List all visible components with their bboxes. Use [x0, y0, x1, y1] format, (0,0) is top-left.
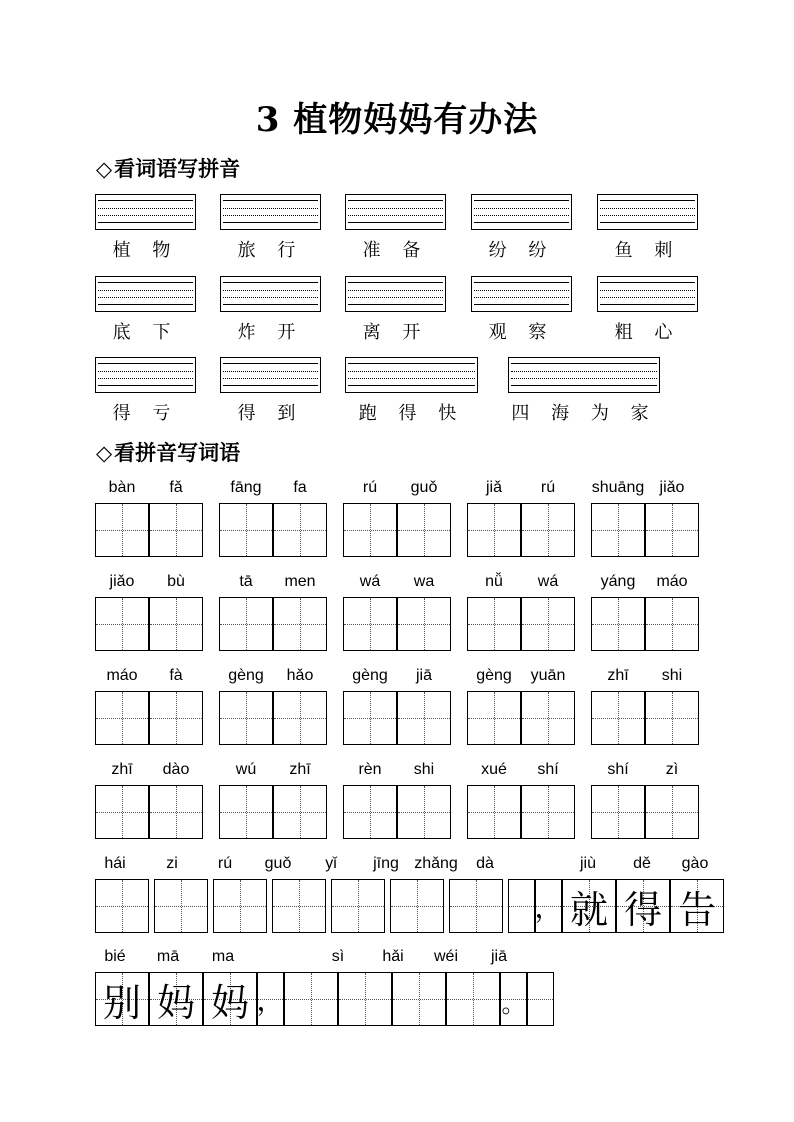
character-writing-cell[interactable]: [338, 972, 392, 1026]
pinyin-syllable: tā: [239, 573, 253, 590]
character-writing-cell[interactable]: [154, 879, 208, 933]
character-writing-cell[interactable]: [343, 503, 397, 557]
pinyin-syllable: yǐ: [325, 855, 337, 872]
character-writing-cell[interactable]: [219, 785, 273, 839]
character-writing-cell[interactable]: [219, 597, 273, 651]
character-writing-cell[interactable]: [272, 879, 326, 933]
pinyin-syllable: fà: [169, 667, 183, 684]
given-character: 妈: [210, 980, 249, 1025]
vocabulary-word: 跑 得 快: [358, 403, 465, 424]
character-writing-cell[interactable]: [670, 879, 724, 933]
pinyin-syllable: rú: [362, 479, 378, 496]
character-writing-cell[interactable]: [467, 785, 521, 839]
character-writing-cell[interactable]: [273, 785, 327, 839]
character-writing-cell[interactable]: [392, 972, 446, 1026]
section-heading-write-words: [96, 437, 240, 467]
character-writing-cell[interactable]: [467, 597, 521, 651]
character-writing-cell[interactable]: [397, 691, 451, 745]
pinyin-syllable: guǒ: [410, 479, 438, 496]
section-label: 看词语写拼音: [114, 156, 241, 181]
vocabulary-word: 炸 开: [237, 322, 304, 343]
character-writing-cell[interactable]: [219, 691, 273, 745]
character-writing-cell[interactable]: [273, 597, 327, 651]
pinyin-syllable: wú: [235, 761, 257, 778]
vocabulary-word: 植 物: [112, 240, 179, 261]
section-label: 看拼音写词语: [114, 440, 241, 465]
character-writing-cell[interactable]: [645, 785, 699, 839]
punctuation-cell[interactable]: [535, 879, 562, 933]
page-title: 3 植物妈妈有办法: [255, 100, 539, 140]
character-writing-cell[interactable]: [591, 503, 645, 557]
pinyin-writing-box[interactable]: [95, 194, 196, 230]
character-writing-cell[interactable]: [591, 691, 645, 745]
pinyin-syllable: jiā: [415, 667, 432, 684]
punctuation-cell[interactable]: [257, 972, 284, 1026]
pinyin-syllable: zhī: [289, 761, 311, 778]
pinyin-syllable: gèng: [228, 667, 264, 684]
pinyin-syllable: gào: [681, 855, 709, 872]
vocabulary-word: 纷 纷: [488, 240, 555, 261]
character-writing-cell[interactable]: [397, 503, 451, 557]
character-writing-cell[interactable]: [149, 691, 203, 745]
character-writing-cell[interactable]: [331, 879, 385, 933]
pinyin-syllable: jiù: [579, 855, 596, 872]
character-writing-cell[interactable]: [149, 972, 203, 1026]
pinyin-syllable: jiǎo: [659, 479, 685, 496]
character-writing-cell[interactable]: [467, 503, 521, 557]
pinyin-syllable: hǎo: [286, 667, 314, 684]
pinyin-syllable: men: [284, 573, 316, 590]
character-writing-cell[interactable]: [645, 691, 699, 745]
vocabulary-word: 粗 心: [614, 322, 681, 343]
vocabulary-word: 底 下: [112, 322, 179, 343]
pinyin-syllable: wá: [537, 573, 559, 590]
character-writing-cell[interactable]: [562, 879, 616, 933]
diamond-icon: ◇: [96, 157, 113, 181]
pinyin-writing-box[interactable]: [95, 276, 196, 312]
pinyin-writing-box[interactable]: [508, 357, 660, 393]
pinyin-syllable: yáng: [600, 573, 636, 590]
pinyin-syllable: zhī: [607, 667, 629, 684]
given-character: 得: [623, 887, 662, 932]
character-writing-cell[interactable]: [95, 597, 149, 651]
pinyin-writing-box[interactable]: [471, 194, 572, 230]
pinyin-syllable: ma: [211, 948, 235, 965]
pinyin-syllable: yuān: [530, 667, 566, 684]
vocabulary-word: 得 到: [237, 403, 304, 424]
given-character: 告: [677, 887, 716, 932]
character-writing-cell[interactable]: [591, 785, 645, 839]
character-writing-cell[interactable]: [645, 597, 699, 651]
pinyin-writing-box[interactable]: [345, 357, 478, 393]
pinyin-syllable: zhǎng: [414, 855, 458, 872]
pinyin-syllable: dào: [162, 761, 190, 778]
pinyin-syllable: bàn: [108, 479, 136, 496]
vocabulary-word: 观 察: [488, 322, 555, 343]
character-writing-cell[interactable]: [273, 691, 327, 745]
pinyin-syllable: nǚ: [485, 573, 503, 590]
vocabulary-word: 得 亏: [112, 403, 179, 424]
character-writing-cell[interactable]: [149, 785, 203, 839]
pinyin-syllable: shí: [607, 761, 629, 778]
punctuation-mark: 。: [501, 990, 526, 1018]
character-writing-cell[interactable]: [521, 597, 575, 651]
pinyin-syllable: mā: [156, 948, 180, 965]
character-writing-cell[interactable]: [591, 597, 645, 651]
pinyin-writing-box[interactable]: [597, 194, 698, 230]
pinyin-syllable: dà: [476, 855, 494, 872]
character-writing-cell[interactable]: [616, 879, 670, 933]
pinyin-writing-box[interactable]: [345, 194, 446, 230]
character-writing-cell[interactable]: [149, 597, 203, 651]
character-writing-cell[interactable]: [645, 503, 699, 557]
vocabulary-word: 四 海 为 家: [511, 403, 657, 424]
section-heading-write-pinyin: [96, 153, 240, 183]
character-writing-cell[interactable]: [95, 785, 149, 839]
character-writing-cell[interactable]: [343, 597, 397, 651]
character-writing-cell[interactable]: [446, 972, 500, 1026]
character-writing-cell[interactable]: [397, 785, 451, 839]
pinyin-syllable: jiā: [490, 948, 507, 965]
character-writing-cell[interactable]: [449, 879, 503, 933]
pinyin-syllable: shuāng: [591, 479, 645, 496]
punctuation-mark: ，: [534, 891, 563, 924]
character-writing-cell[interactable]: [390, 879, 444, 933]
pinyin-syllable: máo: [656, 573, 688, 590]
pinyin-syllable: fa: [293, 479, 307, 496]
pinyin-writing-box[interactable]: [220, 357, 321, 393]
pinyin-syllable: máo: [106, 667, 138, 684]
pinyin-syllable: jīng: [373, 855, 399, 872]
character-writing-cell[interactable]: [95, 503, 149, 557]
character-writing-cell[interactable]: [273, 503, 327, 557]
given-character: 妈: [156, 980, 195, 1025]
character-writing-cell[interactable]: [521, 785, 575, 839]
pinyin-syllable: guǒ: [264, 855, 292, 872]
diamond-icon: ◇: [96, 441, 113, 465]
pinyin-syllable: gèng: [352, 667, 388, 684]
pinyin-writing-box[interactable]: [220, 194, 321, 230]
character-writing-cell[interactable]: [203, 972, 257, 1026]
pinyin-syllable: hǎi: [382, 948, 404, 965]
character-writing-cell[interactable]: [467, 691, 521, 745]
pinyin-syllable: shí: [537, 761, 559, 778]
vocabulary-word: 鱼 刺: [614, 240, 681, 261]
pinyin-syllable: jiǎ: [485, 479, 502, 496]
pinyin-syllable: hái: [104, 855, 126, 872]
character-writing-cell[interactable]: [95, 972, 149, 1026]
character-writing-cell[interactable]: [343, 785, 397, 839]
given-character: 别: [102, 980, 141, 1025]
pinyin-syllable: wéi: [433, 948, 458, 965]
pinyin-syllable: fāng: [230, 479, 262, 496]
pinyin-writing-box[interactable]: [345, 276, 446, 312]
pinyin-writing-box[interactable]: [95, 357, 196, 393]
character-writing-cell[interactable]: [521, 691, 575, 745]
punctuation-cell[interactable]: [500, 972, 527, 1026]
pinyin-syllable: dě: [633, 855, 651, 872]
pinyin-syllable: zhī: [111, 761, 133, 778]
vocabulary-word: 旅 行: [237, 240, 304, 261]
character-writing-cell[interactable]: [213, 879, 267, 933]
pinyin-syllable: jiǎo: [109, 573, 135, 590]
character-writing-cell[interactable]: [95, 691, 149, 745]
pinyin-syllable: zì: [665, 761, 679, 778]
character-writing-cell[interactable]: [521, 503, 575, 557]
given-character: 就: [569, 887, 608, 932]
character-writing-cell[interactable]: [95, 879, 149, 933]
pinyin-syllable: shi: [661, 667, 683, 684]
pinyin-syllable: sì: [331, 948, 345, 965]
character-writing-cell[interactable]: [284, 972, 338, 1026]
character-writing-cell[interactable]: [219, 503, 273, 557]
character-writing-cell[interactable]: [149, 503, 203, 557]
pinyin-syllable: wa: [413, 573, 435, 590]
pinyin-syllable: wá: [359, 573, 381, 590]
pinyin-syllable: gèng: [476, 667, 512, 684]
half-writing-cell[interactable]: [527, 972, 554, 1026]
pinyin-syllable: rú: [217, 855, 233, 872]
pinyin-writing-box[interactable]: [220, 276, 321, 312]
pinyin-syllable: rèn: [358, 761, 382, 778]
vocabulary-word: 准 备: [362, 240, 429, 261]
pinyin-writing-box[interactable]: [597, 276, 698, 312]
pinyin-syllable: bù: [167, 573, 185, 590]
punctuation-mark: ，: [256, 984, 285, 1017]
pinyin-syllable: shi: [413, 761, 435, 778]
pinyin-syllable: fǎ: [169, 479, 183, 496]
character-writing-cell[interactable]: [397, 597, 451, 651]
half-writing-cell[interactable]: [508, 879, 535, 933]
pinyin-syllable: rú: [540, 479, 556, 496]
pinyin-syllable: zi: [166, 855, 178, 872]
vocabulary-word: 离 开: [362, 322, 429, 343]
pinyin-syllable: xué: [481, 761, 507, 778]
character-writing-cell[interactable]: [343, 691, 397, 745]
pinyin-syllable: bié: [104, 948, 126, 965]
pinyin-writing-box[interactable]: [471, 276, 572, 312]
